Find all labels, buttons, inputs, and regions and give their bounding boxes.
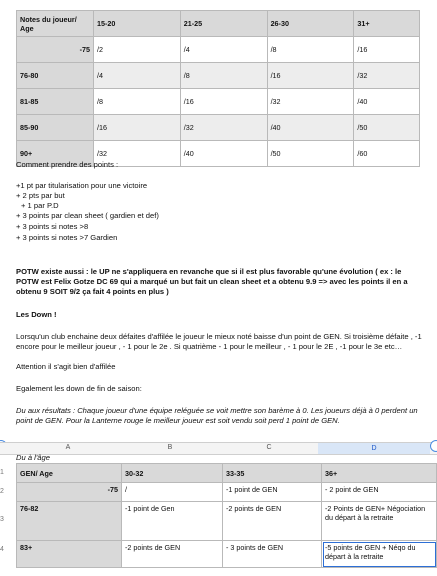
age-label: Du à l'âge — [16, 453, 50, 462]
table-header-cell: 26-30 — [267, 11, 354, 37]
row-label: 85-90 — [17, 115, 94, 141]
points-line: +1 pt par titularisation pour une victoire — [16, 181, 148, 190]
table-cell: /8 — [180, 63, 267, 89]
points-line: + 3 points si notes >7 Gardien — [16, 233, 118, 242]
table-header-cell: 31+ — [354, 11, 420, 37]
table-header-cell: 21-25 — [180, 11, 267, 37]
table-row — [17, 541, 437, 568]
table-row — [17, 89, 420, 115]
table-cell: /32 — [354, 63, 420, 89]
row-label[interactable]: -75 — [17, 483, 122, 502]
row-number[interactable]: 2 — [0, 488, 4, 495]
table-cell[interactable]: - 2 point de GEN — [322, 483, 437, 502]
progression-table — [16, 10, 420, 167]
table-cell: /4 — [180, 37, 267, 63]
row-label: 90+ — [17, 141, 94, 167]
down-paragraph: Lorsqu'un club enchaine deux défaites d'affilée le joueur le mieux noté baisse d'un point de GEN. Si troisième défaite , -1 encore pour le meilleur joueur , - 1 pour le 2e . Si quatrième - 1 pour le meilleur , - 1 pour le 2E , -1 pour le 3e etc… — [16, 332, 422, 351]
selection-handle-right[interactable] — [430, 440, 437, 452]
table-cell[interactable]: / — [122, 483, 223, 502]
row-label[interactable]: 76-82 — [17, 502, 122, 541]
row-label: 81-85 — [17, 89, 94, 115]
table-cell[interactable]: -1 point de Gen — [122, 502, 223, 541]
down-note: Attention il s'agit bien d'affilée — [16, 362, 116, 371]
table-cell: /16 — [267, 63, 354, 89]
row-number[interactable]: 4 — [0, 546, 4, 553]
table-cell: /40 — [354, 89, 420, 115]
table-cell: /32 — [180, 115, 267, 141]
table-cell[interactable]: -2 points de GEN — [223, 502, 322, 541]
table-header-cell[interactable]: 33-35 — [223, 464, 322, 483]
row-label[interactable]: 83+ — [17, 541, 122, 568]
table-cell: /8 — [267, 37, 354, 63]
column-header-d[interactable]: D — [318, 443, 430, 454]
table-cell: /50 — [354, 115, 420, 141]
table-header-cell[interactable]: 30-32 — [122, 464, 223, 483]
table-row — [17, 63, 420, 89]
table-cell: /40 — [267, 115, 354, 141]
table-cell: /32 — [267, 89, 354, 115]
table-row — [17, 502, 437, 541]
table-cell: /40 — [180, 141, 267, 167]
table-cell: /60 — [354, 141, 420, 167]
row-label: -75 — [17, 37, 94, 63]
row-number[interactable]: 1 — [0, 469, 4, 476]
potw-paragraph: POTW existe aussi : le UP ne s'appliquera en revanche que si il est plus favorable qu'une évolution ( ex : le POTW est Felix Gotze DC 69 qui a marqué un but fait un clean sheet et a obtenu 9.9 => avec les points il en a obtenu 9 SOIT 9/2 ça fait 4 points en plus ) — [16, 267, 408, 296]
season-title: Egalement les down de fin de saison: — [16, 384, 142, 393]
table-cell: /32 — [94, 141, 181, 167]
points-line: + 3 points par clean sheet ( gardien et def) — [16, 211, 159, 220]
table-cell: /16 — [94, 115, 181, 141]
row-number[interactable]: 3 — [0, 516, 4, 523]
row-label: 76-80 — [17, 63, 94, 89]
table-header-cell: 15-20 — [94, 11, 181, 37]
points-line: + 3 points si notes >8 — [16, 222, 89, 231]
table-header-cell[interactable]: 36+ — [322, 464, 437, 483]
selected-cell[interactable]: -5 points de GEN + Néqo du départ à la retraite — [322, 541, 437, 568]
table-cell[interactable]: -2 Points de GEN+ Négociation du départ à la retraite — [322, 502, 437, 541]
table-header-cell[interactable]: GEN/ Age — [17, 464, 122, 483]
table-cell: /8 — [94, 89, 181, 115]
points-title: Comment prendre des points : — [16, 160, 119, 169]
table-header-cell: Notes du joueur/ Age — [17, 11, 94, 37]
table-cell: /16 — [354, 37, 420, 63]
table-header-row — [17, 11, 420, 37]
column-header-a[interactable]: A — [65, 444, 71, 451]
table-cell: /16 — [180, 89, 267, 115]
table-row — [17, 37, 420, 63]
table-cell[interactable]: -2 points de GEN — [122, 541, 223, 568]
table-header-row — [17, 464, 437, 483]
down-title: Les Down ! — [16, 310, 57, 319]
column-header-c[interactable]: C — [266, 444, 272, 451]
table-cell: /50 — [267, 141, 354, 167]
table-cell: /2 — [94, 37, 181, 63]
table-row — [17, 115, 420, 141]
points-line: + 1 par P.D — [21, 201, 59, 210]
table-cell[interactable]: - 3 points de GEN — [223, 541, 322, 568]
table-row — [17, 483, 437, 502]
table-cell: /4 — [94, 63, 181, 89]
results-paragraph: Du aux résultats : Chaque joueur d'une équipe reléguée se voit mettre son barème à 0. Les joueurs déjà à 0 perdent un point de GEN. Pour la Lanterne rouge le meilleur joueur est soit vendu soit perd 1 point de GEN. — [16, 406, 418, 425]
age-down-table — [16, 463, 437, 568]
column-header-b[interactable]: B — [167, 444, 173, 451]
table-cell[interactable]: -1 point de GEN — [223, 483, 322, 502]
points-line: + 2 pts par but — [16, 191, 65, 200]
